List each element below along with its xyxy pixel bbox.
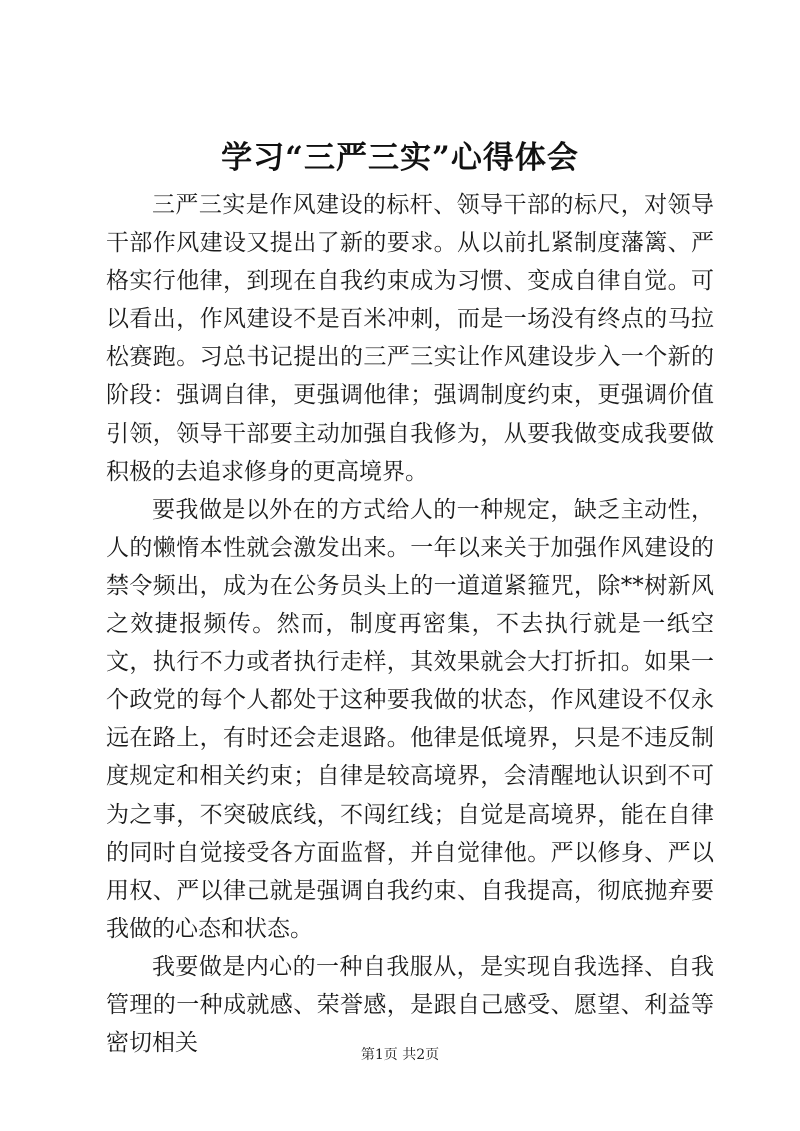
page-number-footer: 第1页 共2页 (360, 1047, 440, 1063)
document-title: 学习“三严三实”心得体会 (221, 140, 579, 176)
paragraph-1: 三严三实是作风建设的标杆、领导干部的标尺，对领导干部作风建设又提出了新的要求。从以前扎紧制度藩篱、严格实行他律，到现在自我约束成为习惯、变成自律自觉。可以看出，作风建设不是百米冲刺，而是一场没有终点的马拉松赛跑。习总书记提出的三严三实让作风建设步入一个新的阶段：强调自律，更强调他律；强调制度约束，更强调价值引领，领导干部要主动加强自我修为，从要我做变成我要做积极的去追求修身的更高境界。 (106, 192, 714, 485)
document-body (106, 186, 714, 1062)
paragraph-3: 我要做是内心的一种自我服从，是实现自我选择、自我管理的一种成就感、荣誉感，是跟自己感受、愿望、利益等密切相关 (106, 953, 714, 1057)
paragraph-2: 要我做是以外在的方式给人的一种规定，缺乏主动性，人的懒惰本性就会激发出来。一年以来关于加强作风建设的禁令频出，成为在公务员头上的一道道紧箍咒，除**树新风之效捷报频传。然而，制度再密集，不去执行就是一纸空文，执行不力或者执行走样，其效果就会大打折扣。如果一个政党的每个人都处于这种要我做的状态，作风建设不仅永远在路上，有时还会走退路。他律是低境界，只是不违反制度规定和相关约束；自律是较高境界，会清醒地认识到不可为之事，不突破底线，不闯红线；自觉是高境界，能在自律的同时自觉接受各方面监督，并自觉律他。严以修身、严以用权、严以律己就是强调自我约束、自我提高，彻底抛弃要我做的心态和状态。 (106, 496, 714, 942)
